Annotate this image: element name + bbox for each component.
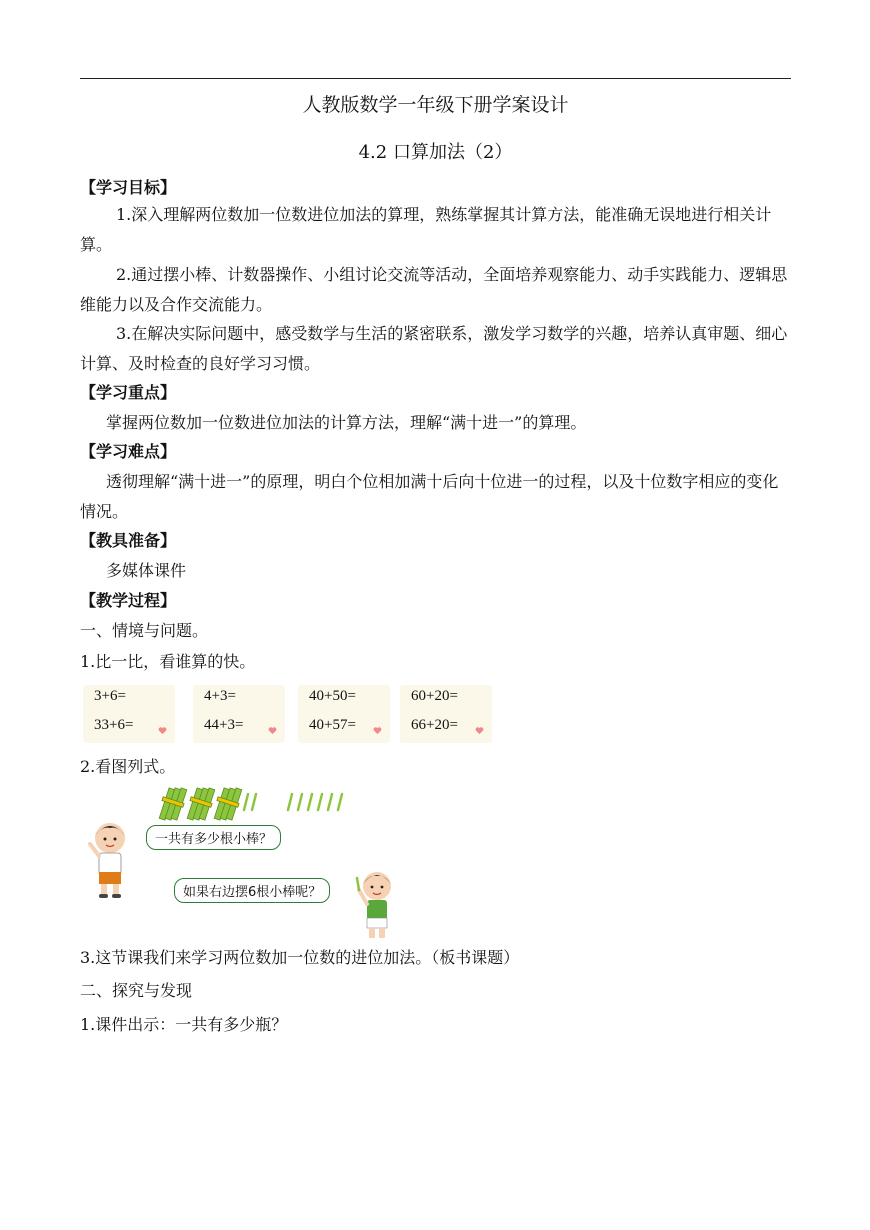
step-1-2: 2.看图列式。	[80, 757, 176, 776]
header-rule	[80, 78, 791, 79]
card-line-1: 40+50=	[309, 688, 356, 704]
stick-bundle-2	[187, 788, 215, 820]
card-line-2: 66+20=	[411, 717, 458, 733]
heart-icon	[158, 726, 167, 735]
heart-icon	[373, 726, 382, 735]
boy-figure-left	[90, 823, 125, 898]
heart-icon	[268, 726, 277, 735]
objectives-heading: 【学习目标】	[80, 178, 177, 197]
objective-2: 2.通过摆小棒、计数器操作、小组讨论交流等活动，全面培养观察能力、动手实践能力、逻辑思维能力以及合作交流能力。	[80, 265, 788, 314]
speech-bubble-1	[146, 825, 281, 850]
card-line-2: 40+57=	[309, 717, 356, 733]
part1-title: 一、情境与问题。	[80, 621, 209, 640]
step-1-1: 1.比一比，看谁算的快。	[80, 652, 256, 671]
arithmetic-card-1	[83, 685, 175, 743]
key-heading: 【学习重点】	[80, 383, 177, 402]
sticks-illustration	[80, 782, 420, 942]
card-line-2: 33+6=	[94, 717, 134, 733]
card-line-1: 4+3=	[204, 688, 236, 704]
bubble-text-2: 如果右边摆6根小棒呢？	[183, 885, 322, 900]
objective-1: 1.深入理解两位数加一位数进位加法的算理，熟练掌握其计算方法，能准确无误地进行相关计算。	[80, 205, 772, 254]
loose-sticks-right	[288, 794, 342, 810]
stick-bundle-1	[159, 788, 187, 820]
heart-icon	[475, 726, 484, 735]
step-1-3: 3.这节课我们来学习两位数加一位数的进位加法。（板书课题）	[80, 948, 520, 967]
tools-heading: 【教具准备】	[80, 531, 177, 550]
difficulty-heading: 【学习难点】	[80, 442, 177, 461]
arithmetic-card-2	[193, 685, 285, 743]
loose-sticks-left	[244, 794, 256, 810]
arithmetic-card-4	[400, 685, 492, 743]
tools-text: 多媒体课件	[106, 561, 187, 580]
part2-title: 二、探究与发现	[80, 981, 193, 1000]
speech-bubble-2	[174, 878, 330, 903]
document-title: 人教版数学一年级下册学案设计	[302, 94, 569, 116]
bubble-text-1: 一共有多少根小棒？	[155, 832, 273, 847]
process-heading: 【教学过程】	[80, 591, 177, 610]
illustration-drawing	[80, 782, 420, 942]
step-2-1: 1.课件出示：一共有多少瓶？	[80, 1015, 288, 1034]
stick-bundle-3	[214, 788, 242, 820]
difficulty-text: 透彻理解“满十进一”的原理，明白个位相加满十后向十位进一的过程，以及十位数字相应的变化情况。	[80, 472, 779, 521]
lesson-subtitle: 4.2 口算加法（2）	[358, 142, 513, 163]
arithmetic-card-3	[298, 685, 390, 743]
key-text: 掌握两位数加一位数进位加法的计算方法，理解“满十进一”的算理。	[106, 413, 587, 432]
objective-3: 3.在解决实际问题中，感受数学与生活的紧密联系，激发学习数学的兴趣，培养认真审题、细心计算、及时检查的良好学习习惯。	[80, 324, 788, 373]
card-line-1: 60+20=	[411, 688, 458, 704]
card-line-1: 3+6=	[94, 688, 126, 704]
boy-figure-right	[357, 872, 391, 938]
card-line-2: 44+3=	[204, 717, 244, 733]
